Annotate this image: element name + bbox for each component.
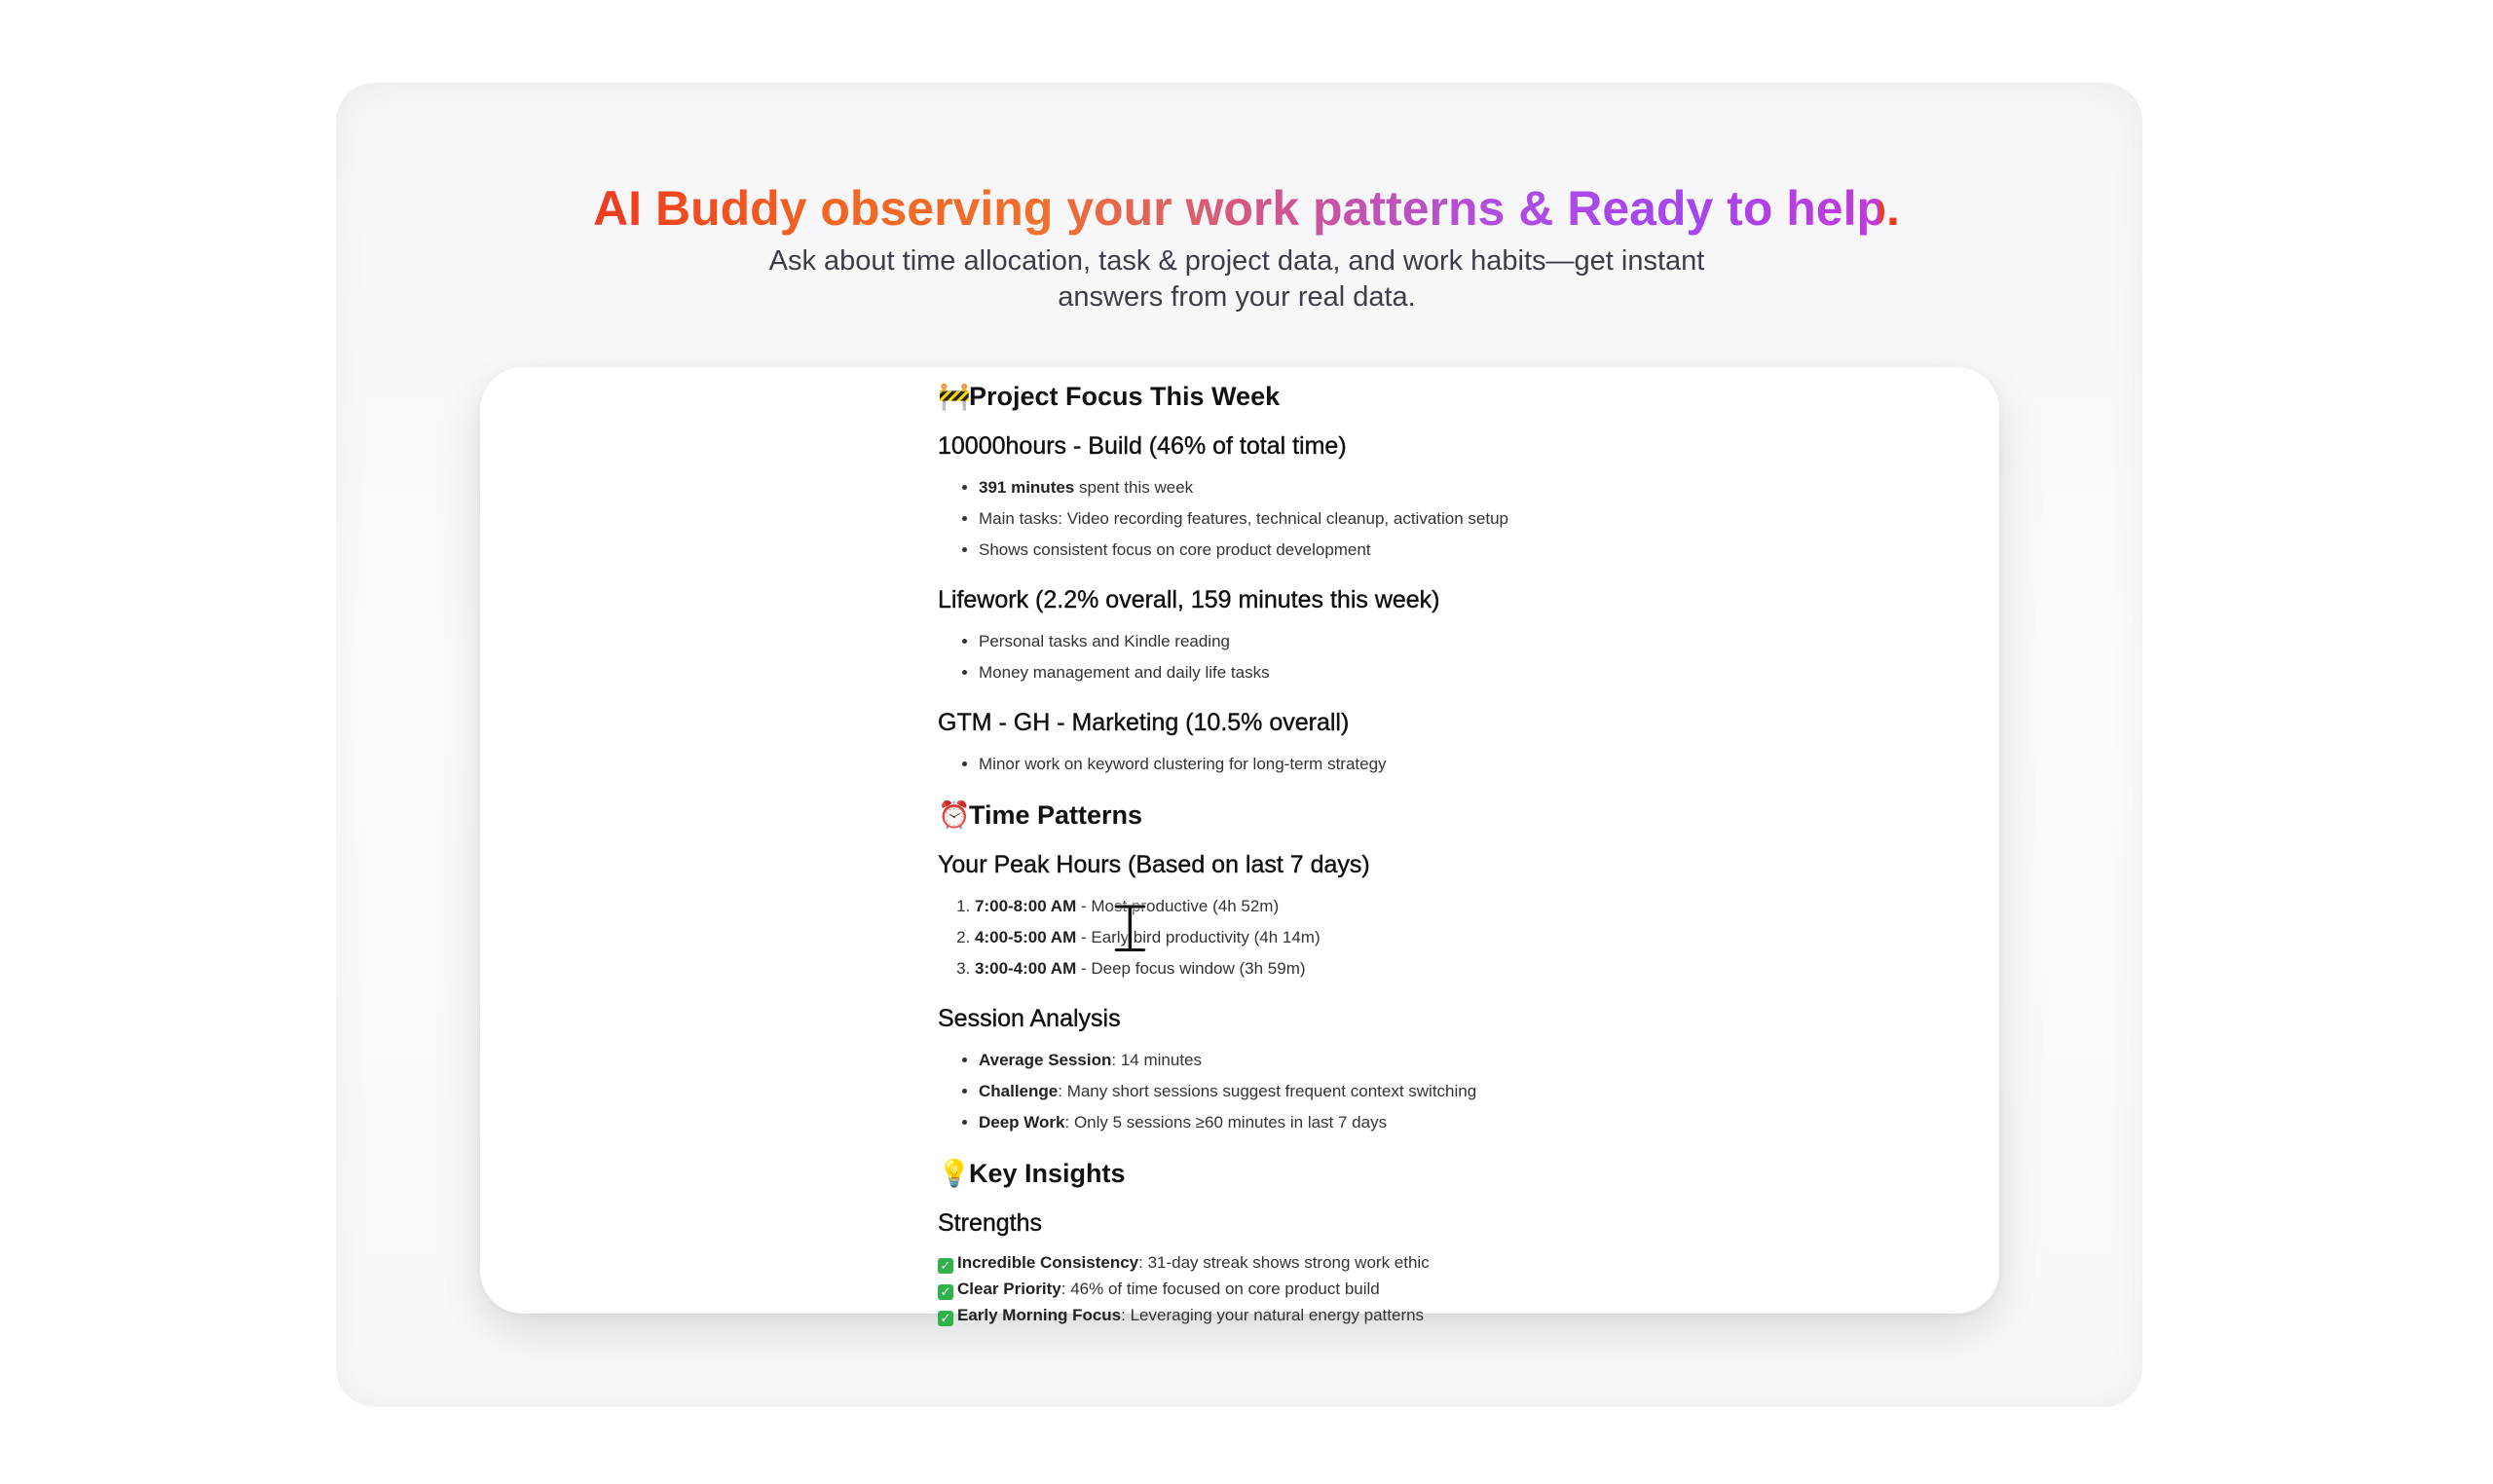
lightbulb-icon: 💡: [938, 1159, 971, 1188]
ai-response-content: [938, 379, 1912, 1328]
session-analysis-list: [938, 1045, 1912, 1138]
project-title: Lifework (2.2% overall, 159 minutes this week): [938, 586, 1440, 613]
strengths-title: Strengths: [938, 1209, 1043, 1237]
list-item: 1. 7:00-8:00 AM - Most productive (4h 52m): [975, 891, 1912, 922]
hero-subtitle: Ask about time allocation, task & project data, and work habits—get instant answers from your real data.: [768, 245, 1705, 313]
strength-item: ✓ Early Morning Focus: Leveraging your natural energy patterns: [938, 1302, 1912, 1328]
list-item: • Deep Work: Only 5 sessions ≥60 minutes in last 7 days: [979, 1107, 1912, 1138]
section-heading-time-patterns: ⏰Time Patterns: [938, 798, 1912, 833]
list-item: • Minor work on keyword clustering for long-term strategy: [979, 749, 1912, 780]
text-cursor-icon: 𝙸: [1105, 886, 1155, 968]
list-item: • Money management and daily life tasks: [979, 657, 1912, 688]
list-item: 2. 4:00-5:00 AM - Early bird productivity (4h 14m): [975, 922, 1912, 953]
list-item: 3. 3:00-4:00 AM - Deep focus window (3h 59m): [975, 953, 1912, 984]
project-bullets: [938, 749, 1912, 780]
project-title: GTM - GH - Marketing (10.5% overall): [938, 709, 1350, 736]
alarm-clock-icon: ⏰: [938, 800, 971, 830]
section-heading-key-insights: 💡Key Insights: [938, 1156, 1912, 1191]
checkmark-icon: ✓: [938, 1311, 953, 1326]
project-bullets: [938, 472, 1912, 566]
session-analysis-title: Session Analysis: [938, 1005, 1121, 1032]
construction-icon: 🚧: [938, 382, 971, 411]
peak-hours-title: Your Peak Hours (Based on last 7 days): [938, 851, 1370, 878]
list-item: • 391 minutes spent this week: [979, 472, 1912, 503]
strength-item: ✓ Incredible Consistency: 31-day streak shows strong work ethic: [938, 1249, 1912, 1276]
checkmark-icon: ✓: [938, 1258, 953, 1274]
section-heading-project-focus: 🚧Project Focus This Week: [938, 379, 1912, 414]
list-item: • Personal tasks and Kindle reading: [979, 626, 1912, 657]
project-title: 10000hours - Build (46% of total time): [938, 432, 1347, 460]
list-item: • Challenge: Many short sessions suggest frequent context switching: [979, 1076, 1912, 1107]
list-item: • Main tasks: Video recording features, technical cleanup, activation setup: [979, 503, 1912, 535]
project-bullets: [938, 626, 1912, 688]
list-item: • Shows consistent focus on core product development: [979, 535, 1912, 566]
hero-title: AI Buddy observing your work patterns & Ready to help.: [0, 177, 2493, 240]
ai-chat-response-card: [480, 367, 1999, 1325]
list-item: • Average Session: 14 minutes: [979, 1045, 1912, 1076]
peak-hours-list: [938, 891, 1912, 984]
checkmark-icon: ✓: [938, 1284, 953, 1300]
strength-item: ✓ Clear Priority: 46% of time focused on core product build: [938, 1276, 1912, 1302]
